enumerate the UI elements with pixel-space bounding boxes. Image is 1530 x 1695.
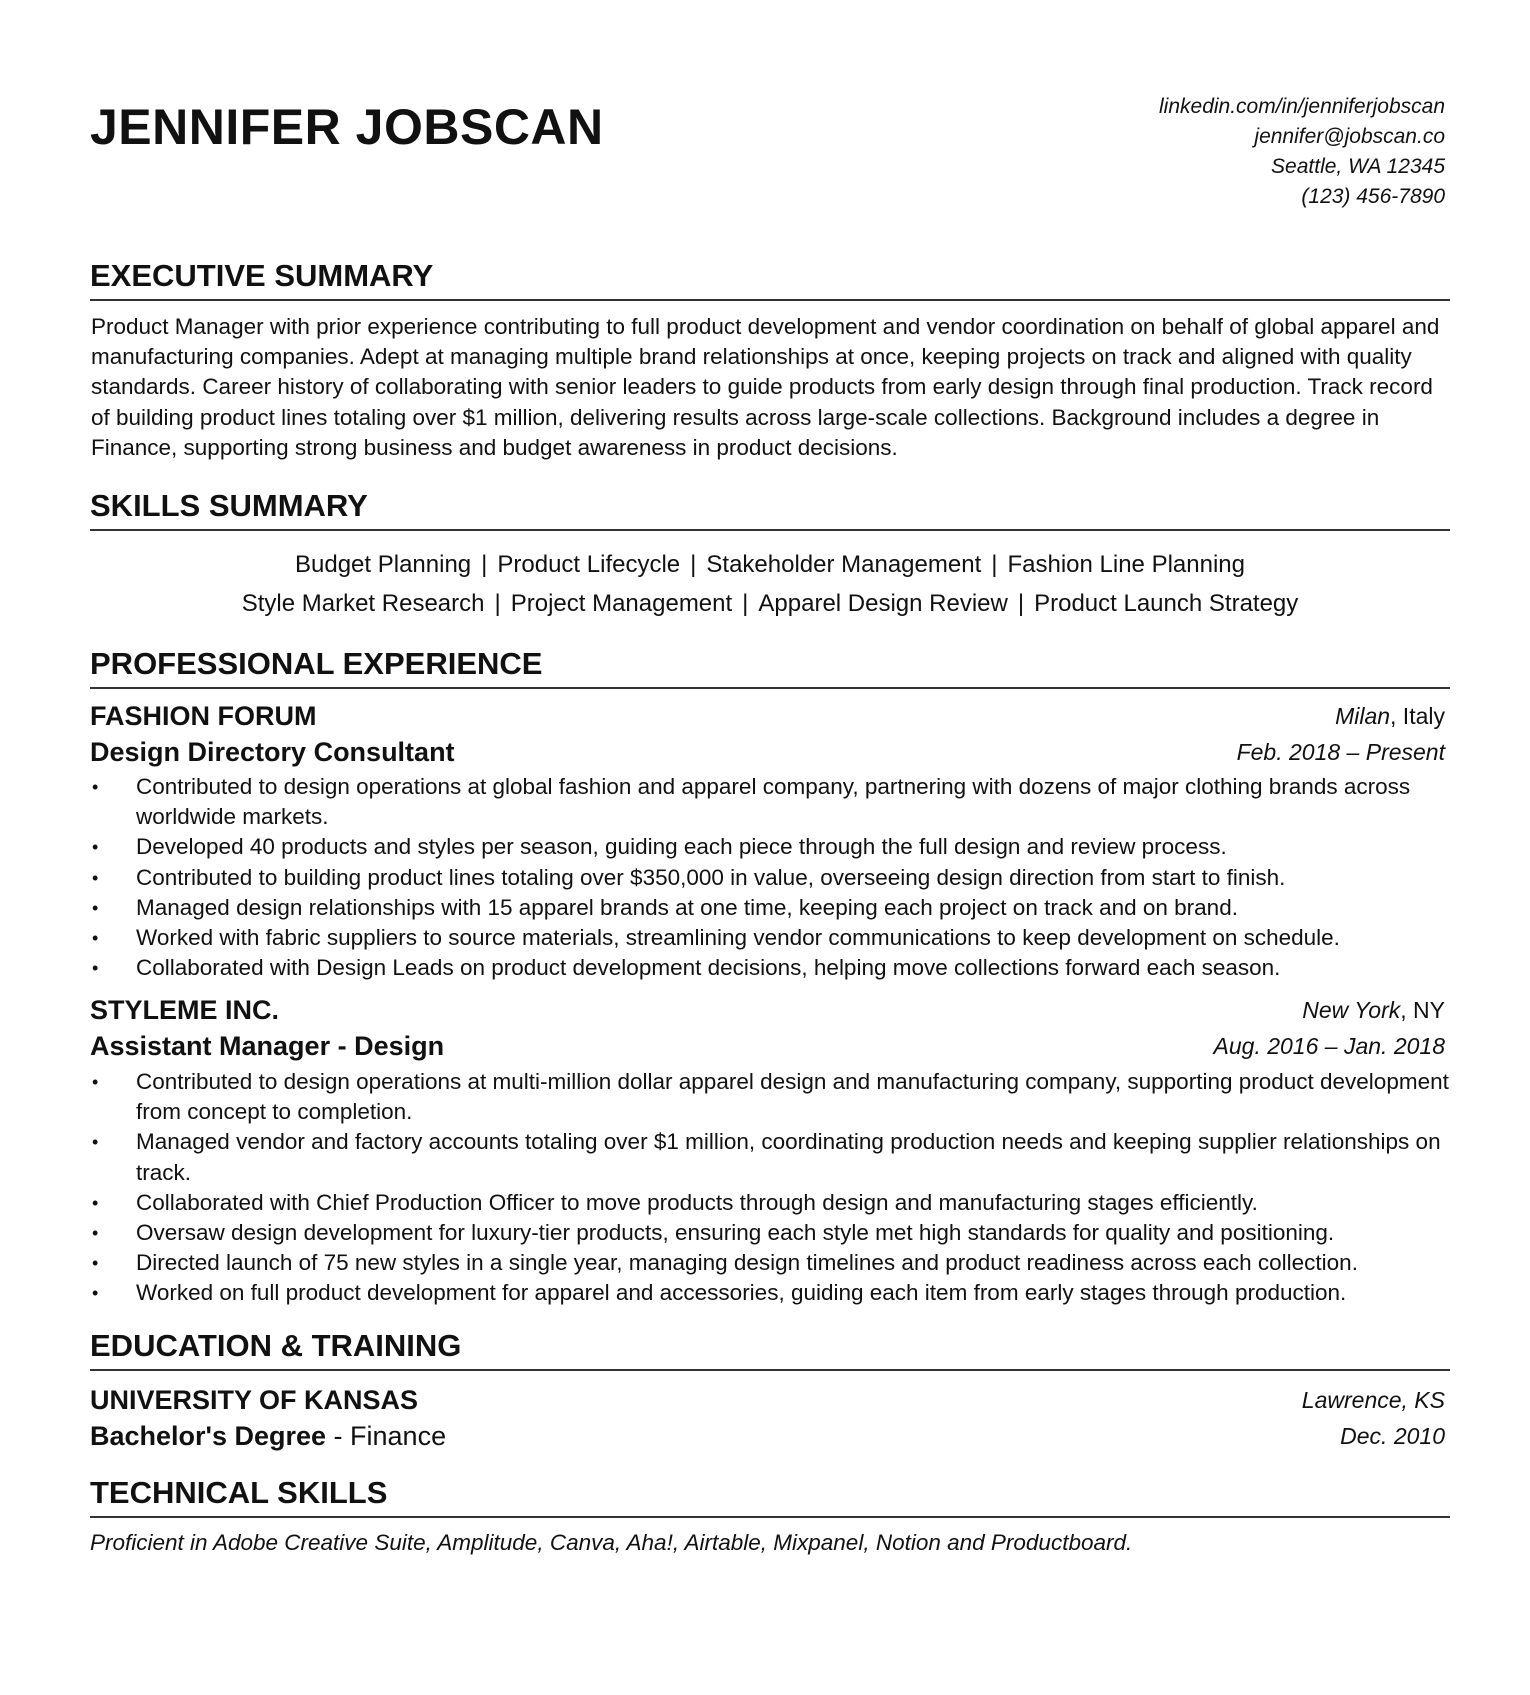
job-bullets <box>90 772 1450 983</box>
company-name: FASHION FORUM <box>90 701 317 731</box>
bullet-icon: • <box>92 958 99 979</box>
skill-item: Fashion Line Planning <box>1007 551 1245 578</box>
skill-separator: | <box>742 590 749 617</box>
list-item: • Directed launch of 75 new styles in a single year, managing design timelines and product readiness across each collection. <box>90 1248 1450 1278</box>
bullet-icon: • <box>92 1072 99 1092</box>
skill-item: Stakeholder Management <box>706 551 982 578</box>
skill-item: Apparel Design Review <box>758 590 1008 617</box>
skill-item: Style Market Research <box>241 590 485 617</box>
skill-separator: | <box>690 551 697 578</box>
bullet-icon: • <box>92 777 99 797</box>
skills-summary-heading: SKILLS SUMMARY <box>90 487 1450 531</box>
candidate-name: JENNIFER JOBSCAN <box>90 99 604 155</box>
contact-block <box>1159 92 1445 212</box>
school-row <box>90 1385 1445 1421</box>
job-header-row <box>90 995 1445 1031</box>
bullet-icon: • <box>92 837 99 858</box>
skills-line-2 <box>90 584 1450 623</box>
list-item: • Contributed to design operations at multi-million dollar apparel design and manufacturing company, supporting product development from concept to completion. <box>92 1069 1449 1125</box>
job-dates: Aug. 2016 – Jan. 2018 <box>1213 1033 1445 1059</box>
skill-separator: | <box>494 590 501 617</box>
job-title-row <box>90 737 1445 773</box>
bullet-icon: • <box>92 1283 99 1304</box>
bullet-icon: • <box>92 1132 99 1153</box>
job-location: Milan, Italy <box>1335 703 1445 729</box>
job-location: New York, NY <box>1302 997 1445 1023</box>
list-item: • Contributed to building product lines totaling over $350,000 in value, overseeing design direction from start to finish. <box>90 863 1450 893</box>
resume-header <box>90 92 1445 222</box>
skills-line-1 <box>90 545 1450 584</box>
bullet-icon: • <box>92 867 99 888</box>
list-item: • Collaborated with Design Leads on product development decisions, helping move collections forward each season. <box>90 953 1450 983</box>
skill-item: Product Launch Strategy <box>1034 590 1299 617</box>
company-name: STYLEME INC. <box>90 995 280 1025</box>
phone-text: (123) 456-7890 <box>1301 185 1445 208</box>
summary-paragraph: Product Manager with prior experience contributing to full product development and vendor coordination on behalf of global apparel and manufacturing companies. Adept at managing multiple brand relationships at once, keeping projects on track and aligned with quality standards. Career history of collaborating with senior leaders to guide products from early design through final production. Track record of building product lines totaling over $1 million, delivering results across large-scale collections. Background includes a degree in Finance, supporting strong business and budget awareness in product decisions. <box>91 314 1440 460</box>
skill-item: Budget Planning <box>295 551 472 578</box>
list-item: • Developed 40 products and styles per season, guiding each piece through the full design and review process. <box>90 832 1450 862</box>
skill-item: Project Management <box>510 590 733 617</box>
bullet-icon: • <box>92 1253 99 1274</box>
bullet-icon: • <box>92 1192 99 1213</box>
location-text: Seattle, WA 12345 <box>1271 155 1445 178</box>
education-heading: EDUCATION & TRAINING <box>90 1327 1450 1371</box>
list-item: • Worked with fabric suppliers to source materials, streamlining vendor communications to keep development on schedule. <box>90 923 1450 953</box>
degree-row <box>90 1421 1445 1457</box>
job-title-row <box>90 1031 1445 1067</box>
executive-summary-heading: EXECUTIVE SUMMARY <box>90 257 1450 301</box>
job-bullets <box>90 1067 1450 1309</box>
list-item: • Managed vendor and factory accounts totaling over $1 million, coordinating production needs and keeping supplier relationships on track. <box>92 1129 1441 1185</box>
list-item: • Managed design relationships with 15 apparel brands at one time, keeping each project on track and on brand. <box>90 893 1450 923</box>
linkedin-link[interactable]: linkedin.com/in/jenniferjobscan <box>1159 95 1445 118</box>
skills-list <box>90 545 1450 623</box>
list-item: • Collaborated with Chief Production Officer to move products through design and manufacturing stages efficiently. <box>90 1188 1450 1218</box>
job-title: Design Directory Consultant <box>90 737 455 767</box>
email-link[interactable]: jennifer@jobscan.co <box>1254 125 1445 148</box>
job-dates: Feb. 2018 – Present <box>1236 739 1445 765</box>
degree: Bachelor's Degree - Finance <box>90 1421 447 1451</box>
bullet-icon: • <box>92 928 99 949</box>
bullet-icon: • <box>92 897 99 918</box>
skill-item: Product Lifecycle <box>497 551 681 578</box>
technical-skills-text: Proficient in Adobe Creative Suite, Amplitude, Canva, Aha!, Airtable, Mixpanel, Notion and Productboard. <box>90 1530 1133 1555</box>
school-location: Lawrence, KS <box>1301 1387 1445 1413</box>
list-item: • Oversaw design development for luxury-tier products, ensuring each style met high standards for quality and positioning. <box>90 1218 1450 1248</box>
technical-skills-heading: TECHNICAL SKILLS <box>90 1474 1450 1518</box>
bullet-icon: • <box>92 1223 99 1244</box>
experience-heading: PROFESSIONAL EXPERIENCE <box>90 645 1450 689</box>
list-item: • Worked on full product development for apparel and accessories, guiding each item from early stages through production. <box>90 1278 1450 1308</box>
skill-separator: | <box>481 551 488 578</box>
job-header-row <box>90 701 1445 737</box>
skill-separator: | <box>991 551 998 578</box>
list-item: • Contributed to design operations at global fashion and apparel company, partnering with dozens of major clothing brands across worldwide markets. <box>92 774 1411 830</box>
skill-separator: | <box>1017 590 1025 617</box>
job-title: Assistant Manager - Design <box>90 1031 445 1061</box>
school-name: UNIVERSITY OF KANSAS <box>90 1385 419 1415</box>
graduation-date: Dec. 2010 <box>1340 1423 1445 1449</box>
